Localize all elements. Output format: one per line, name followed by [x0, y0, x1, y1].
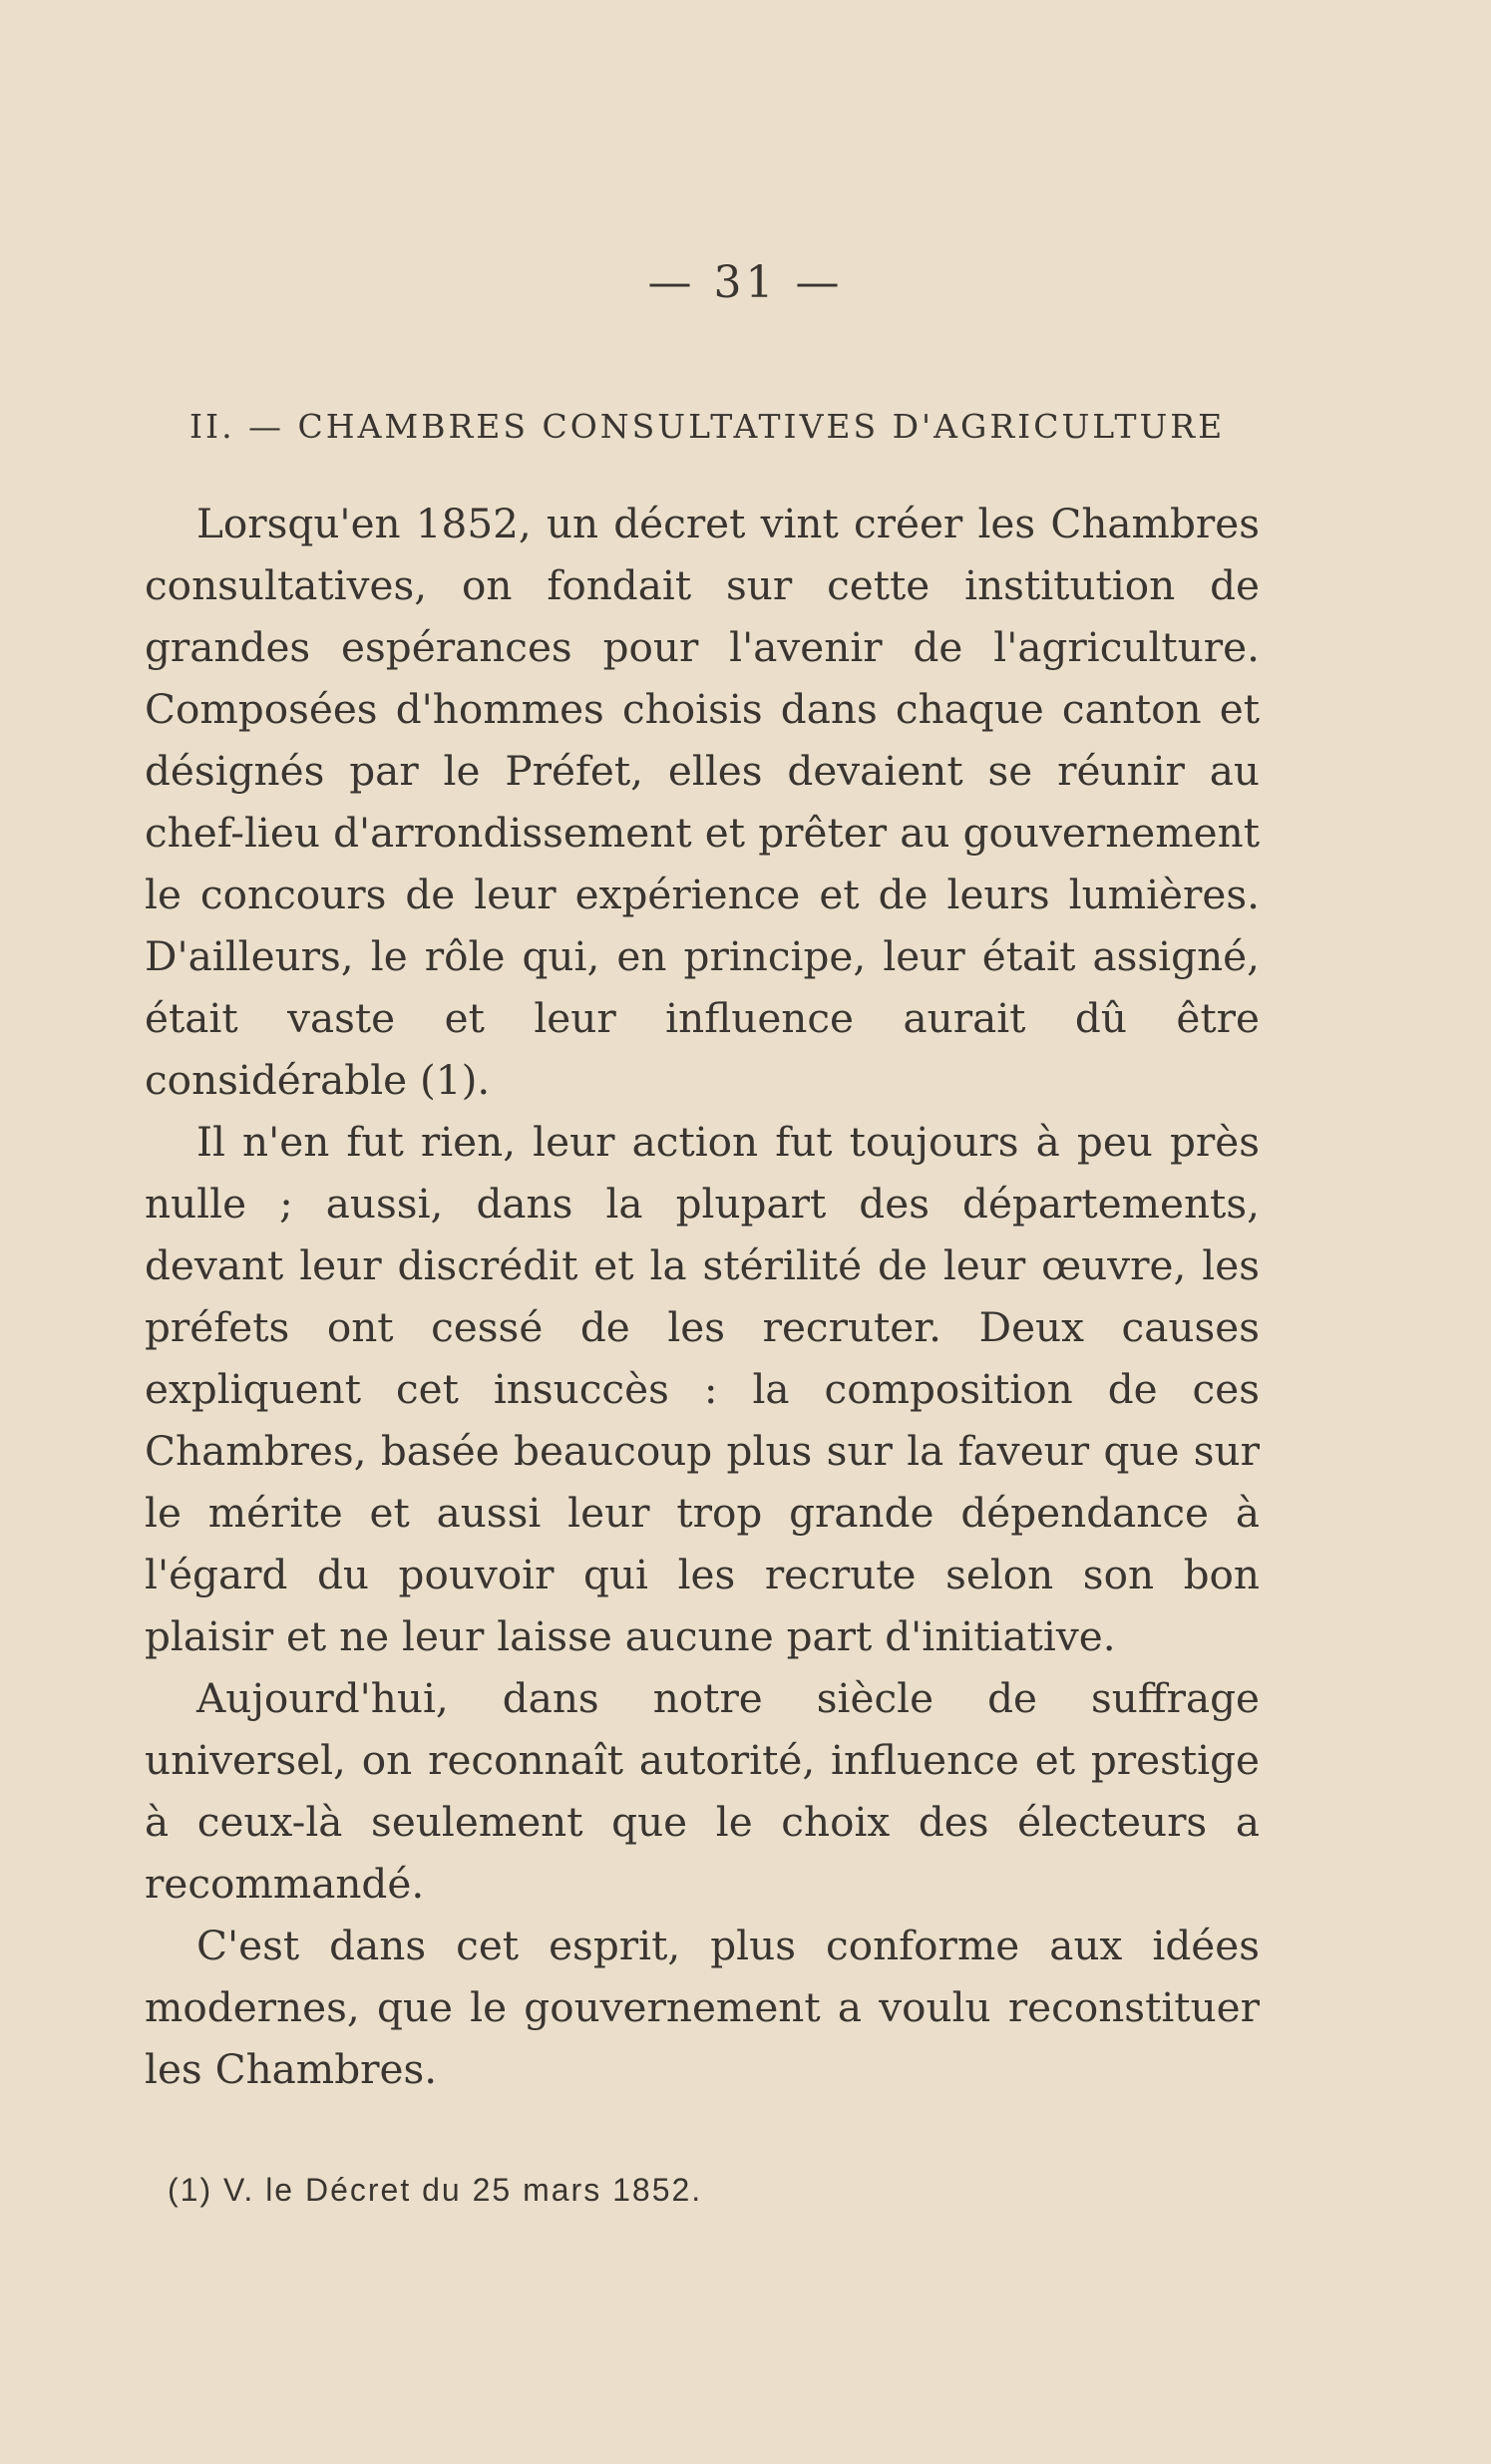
paragraph: Il n'en fut rien, leur action fut toujours à peu près nulle ; aussi, dans la plupart des départements, devant leur discrédit et la stérilité de leur œuvre, les préfets ont cessé de les recruter. Deux causes expliquent cet insuccès : la composition de ces Chambres, basée beaucoup plus sur la faveur que sur le mérite et aussi leur trop grande dépendance à l'égard du pouvoir qui les recrute selon son bon plaisir et ne leur laisse aucune part d'initiative. [145, 1118, 1260, 1660]
paragraph: Aujourd'hui, dans notre siècle de suffrage universel, on reconnaît autorité, influence et prestige à ceux-là seulement que le choix des électeurs a recommandé. [145, 1674, 1260, 1908]
body-text [145, 493, 1260, 2100]
page-number: — 31 — [647, 257, 844, 308]
footnote: (1) V. le Décret du 25 mars 1852. [168, 2172, 703, 2208]
section-heading: II. — CHAMBRES CONSULTATIVES D'AGRICULTURE [189, 407, 1226, 446]
paragraph: C'est dans cet esprit, plus conforme aux idées modernes, que le gouvernement a voulu reconstituer les Chambres. [145, 1922, 1260, 2093]
paragraph: Lorsqu'en 1852, un décret vint créer les Chambres consultatives, on fondait sur cette institution de grandes espérances pour l'avenir de l'agriculture. Composées d'hommes choisis dans chaque canton et désignés par le Préfet, elles devaient se réunir au chef-lieu d'arrondissement et prêter au gouvernement le concours de leur expérience et de leurs lumières. D'ailleurs, le rôle qui, en principe, leur était assigné, était vaste et leur influence aurait dû être considérable (1). [145, 500, 1260, 1104]
